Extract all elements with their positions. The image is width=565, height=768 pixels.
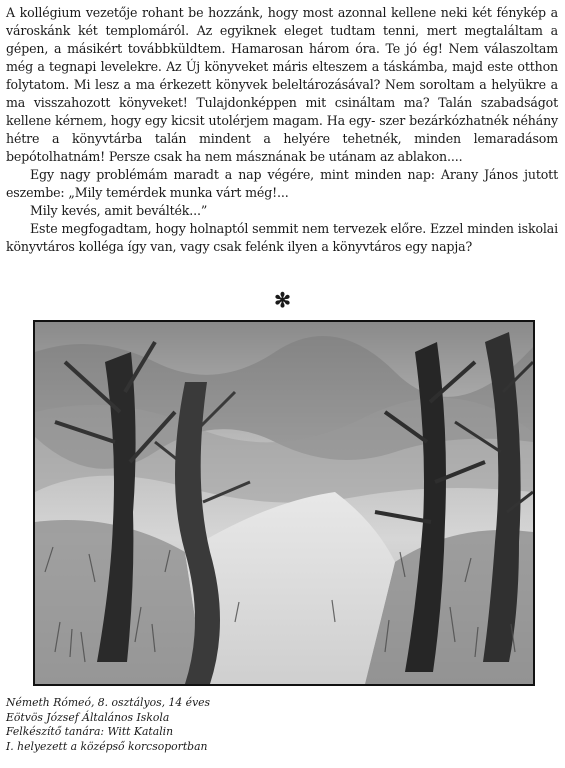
caption-author: Németh Rómeó, 8. osztályos, 14 éves [6,696,211,709]
paragraph-1: A kollégium vezetője rohant be hozzánk, hogy most azonnal kellene neki két fénykép a városkánk két templomáról. Az egyiknek eleget tudtam tenni, mert megtaláltam a gépen, a másikért továbbküldtem. Hamarosan három óra. Te jó ég! Nem válaszoltam még a tegnapi levelekre. Az Új könyveket máris elteszem a táskámba, majd este otthon folytatom. Mi lesz a ma érkezett könyvek beleltározásával? Nem soroltam a helyükre a ma visszahozott könyveket! Tulajdonképpen mit csináltam ma? Talán szabadságot kellene kérnem, hogy egy kicsit utolérjem magam. Ha egy- szer bezárkózhatnék néhány hétre a könyvtárba talán mindent a helyére tehetnék, minden lemaradásom bepótolhatnám! Persze csak ha nem másznának be utánam az ablakon.... [6,5,558,164]
illustration-caption [6,696,406,754]
article-body [6,4,558,256]
section-separator-asterisk: ✻ [274,288,291,312]
caption-school: Eötvös József Általános Iskola [6,710,170,724]
paragraph-3: Mily kevés, amit beválték...” [30,203,208,218]
forest-path-drawing [35,322,533,684]
caption-teacher: Felkészítő tanára: Witt Katalin [6,725,174,738]
caption-award: I. helyezett a középső korcsoportban [6,739,208,753]
paragraph-4: Este megfogadtam, hogy holnaptól semmit nem tervezek előre. Ezzel minden iskolai könyvtáros kolléga így van, vagy csak felénk ilyen a könyvtáros egy napja? [6,221,558,254]
charcoal-drawing-illustration [33,320,535,686]
paragraph-2: Egy nagy problémám maradt a nap végére, mint minden nap: Arany János jutott eszembe: „Mily temérdek munka várt még!... [6,167,558,200]
